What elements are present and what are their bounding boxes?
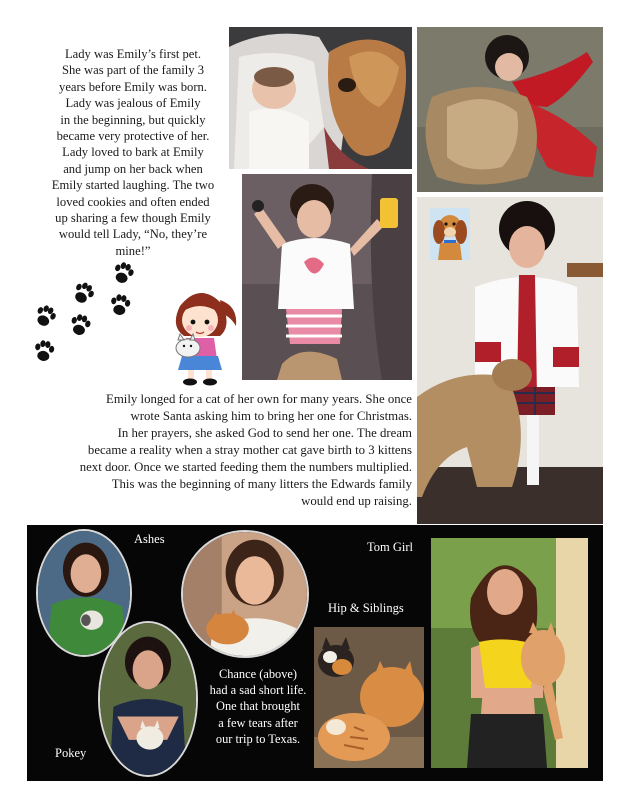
cartoon-girl-with-cat-icon bbox=[160, 286, 240, 386]
story-line: mine!” bbox=[115, 243, 151, 258]
story-line: Emily longed for a cat of her own for many years. She once bbox=[106, 392, 412, 406]
story-line: would tell Lady, “No, they’re bbox=[58, 227, 208, 242]
caption-line: our trip to Texas. bbox=[215, 731, 301, 746]
paw-print-icon bbox=[111, 262, 136, 286]
story-line: She was part of the family 3 bbox=[62, 63, 204, 78]
photo-tom-girl bbox=[431, 538, 588, 768]
lady-dog-cartoon-icon bbox=[430, 208, 470, 260]
story-line: This was the beginning of many litters the Edwards family bbox=[111, 477, 412, 491]
caption-line: Chance (above) bbox=[218, 667, 298, 681]
photo-toddler-on-carpet bbox=[417, 27, 603, 192]
caption-chance bbox=[202, 666, 314, 747]
paw-print-icon bbox=[68, 313, 92, 338]
label-tom-girl: Tom Girl bbox=[367, 540, 413, 554]
paw-prints-trail bbox=[28, 262, 148, 372]
paw-print-icon bbox=[33, 339, 55, 362]
label-pokey: Pokey bbox=[55, 746, 87, 760]
story-line: became very protective of her. bbox=[56, 129, 210, 144]
label-ashes: Ashes bbox=[134, 532, 165, 546]
photo-oval-pokey bbox=[98, 621, 198, 777]
caption-line: a few tears after bbox=[218, 715, 298, 730]
story-line: up sharing a few though Emily bbox=[55, 211, 211, 226]
photo-girl-heart-shirt bbox=[242, 174, 412, 380]
story-line: In her prayers, she asked God to send her one. The dream bbox=[117, 426, 412, 440]
story-line: Emily started laughing. The two bbox=[51, 178, 215, 193]
story-line: next door. Once we started feeding them the numbers multiplied. bbox=[79, 460, 412, 474]
story-line: would end up raising. bbox=[301, 494, 412, 508]
story-cat-wish bbox=[30, 391, 412, 510]
caption-line: One that brought bbox=[216, 699, 300, 714]
paw-print-icon bbox=[109, 293, 131, 316]
story-line: became a reality when a stray mother cat gave birth to 3 kittens bbox=[87, 443, 412, 457]
story-lady bbox=[40, 46, 226, 259]
photo-hip-and-siblings bbox=[314, 627, 424, 768]
story-line: Lady was jealous of Emily bbox=[65, 96, 201, 111]
paw-print-icon bbox=[32, 303, 58, 330]
story-line: Lady was Emily’s first pet. bbox=[64, 47, 202, 61]
label-hip-siblings: Hip & Siblings bbox=[328, 601, 404, 615]
story-line: and jump on her back when bbox=[63, 161, 203, 176]
caption-line: had a sad short life. bbox=[209, 683, 307, 698]
photo-oval-chance bbox=[181, 530, 309, 658]
story-line: loved cookies and often ended bbox=[56, 194, 210, 209]
paw-print-icon bbox=[70, 279, 97, 306]
story-line: in the beginning, but quickly bbox=[60, 112, 206, 127]
photo-baby-with-dog bbox=[229, 27, 412, 169]
story-line: Lady loved to bark at Emily bbox=[62, 145, 204, 160]
story-line: years before Emily was born. bbox=[59, 79, 207, 94]
story-line: wrote Santa asking him to bring her one for Christmas. bbox=[130, 409, 412, 423]
